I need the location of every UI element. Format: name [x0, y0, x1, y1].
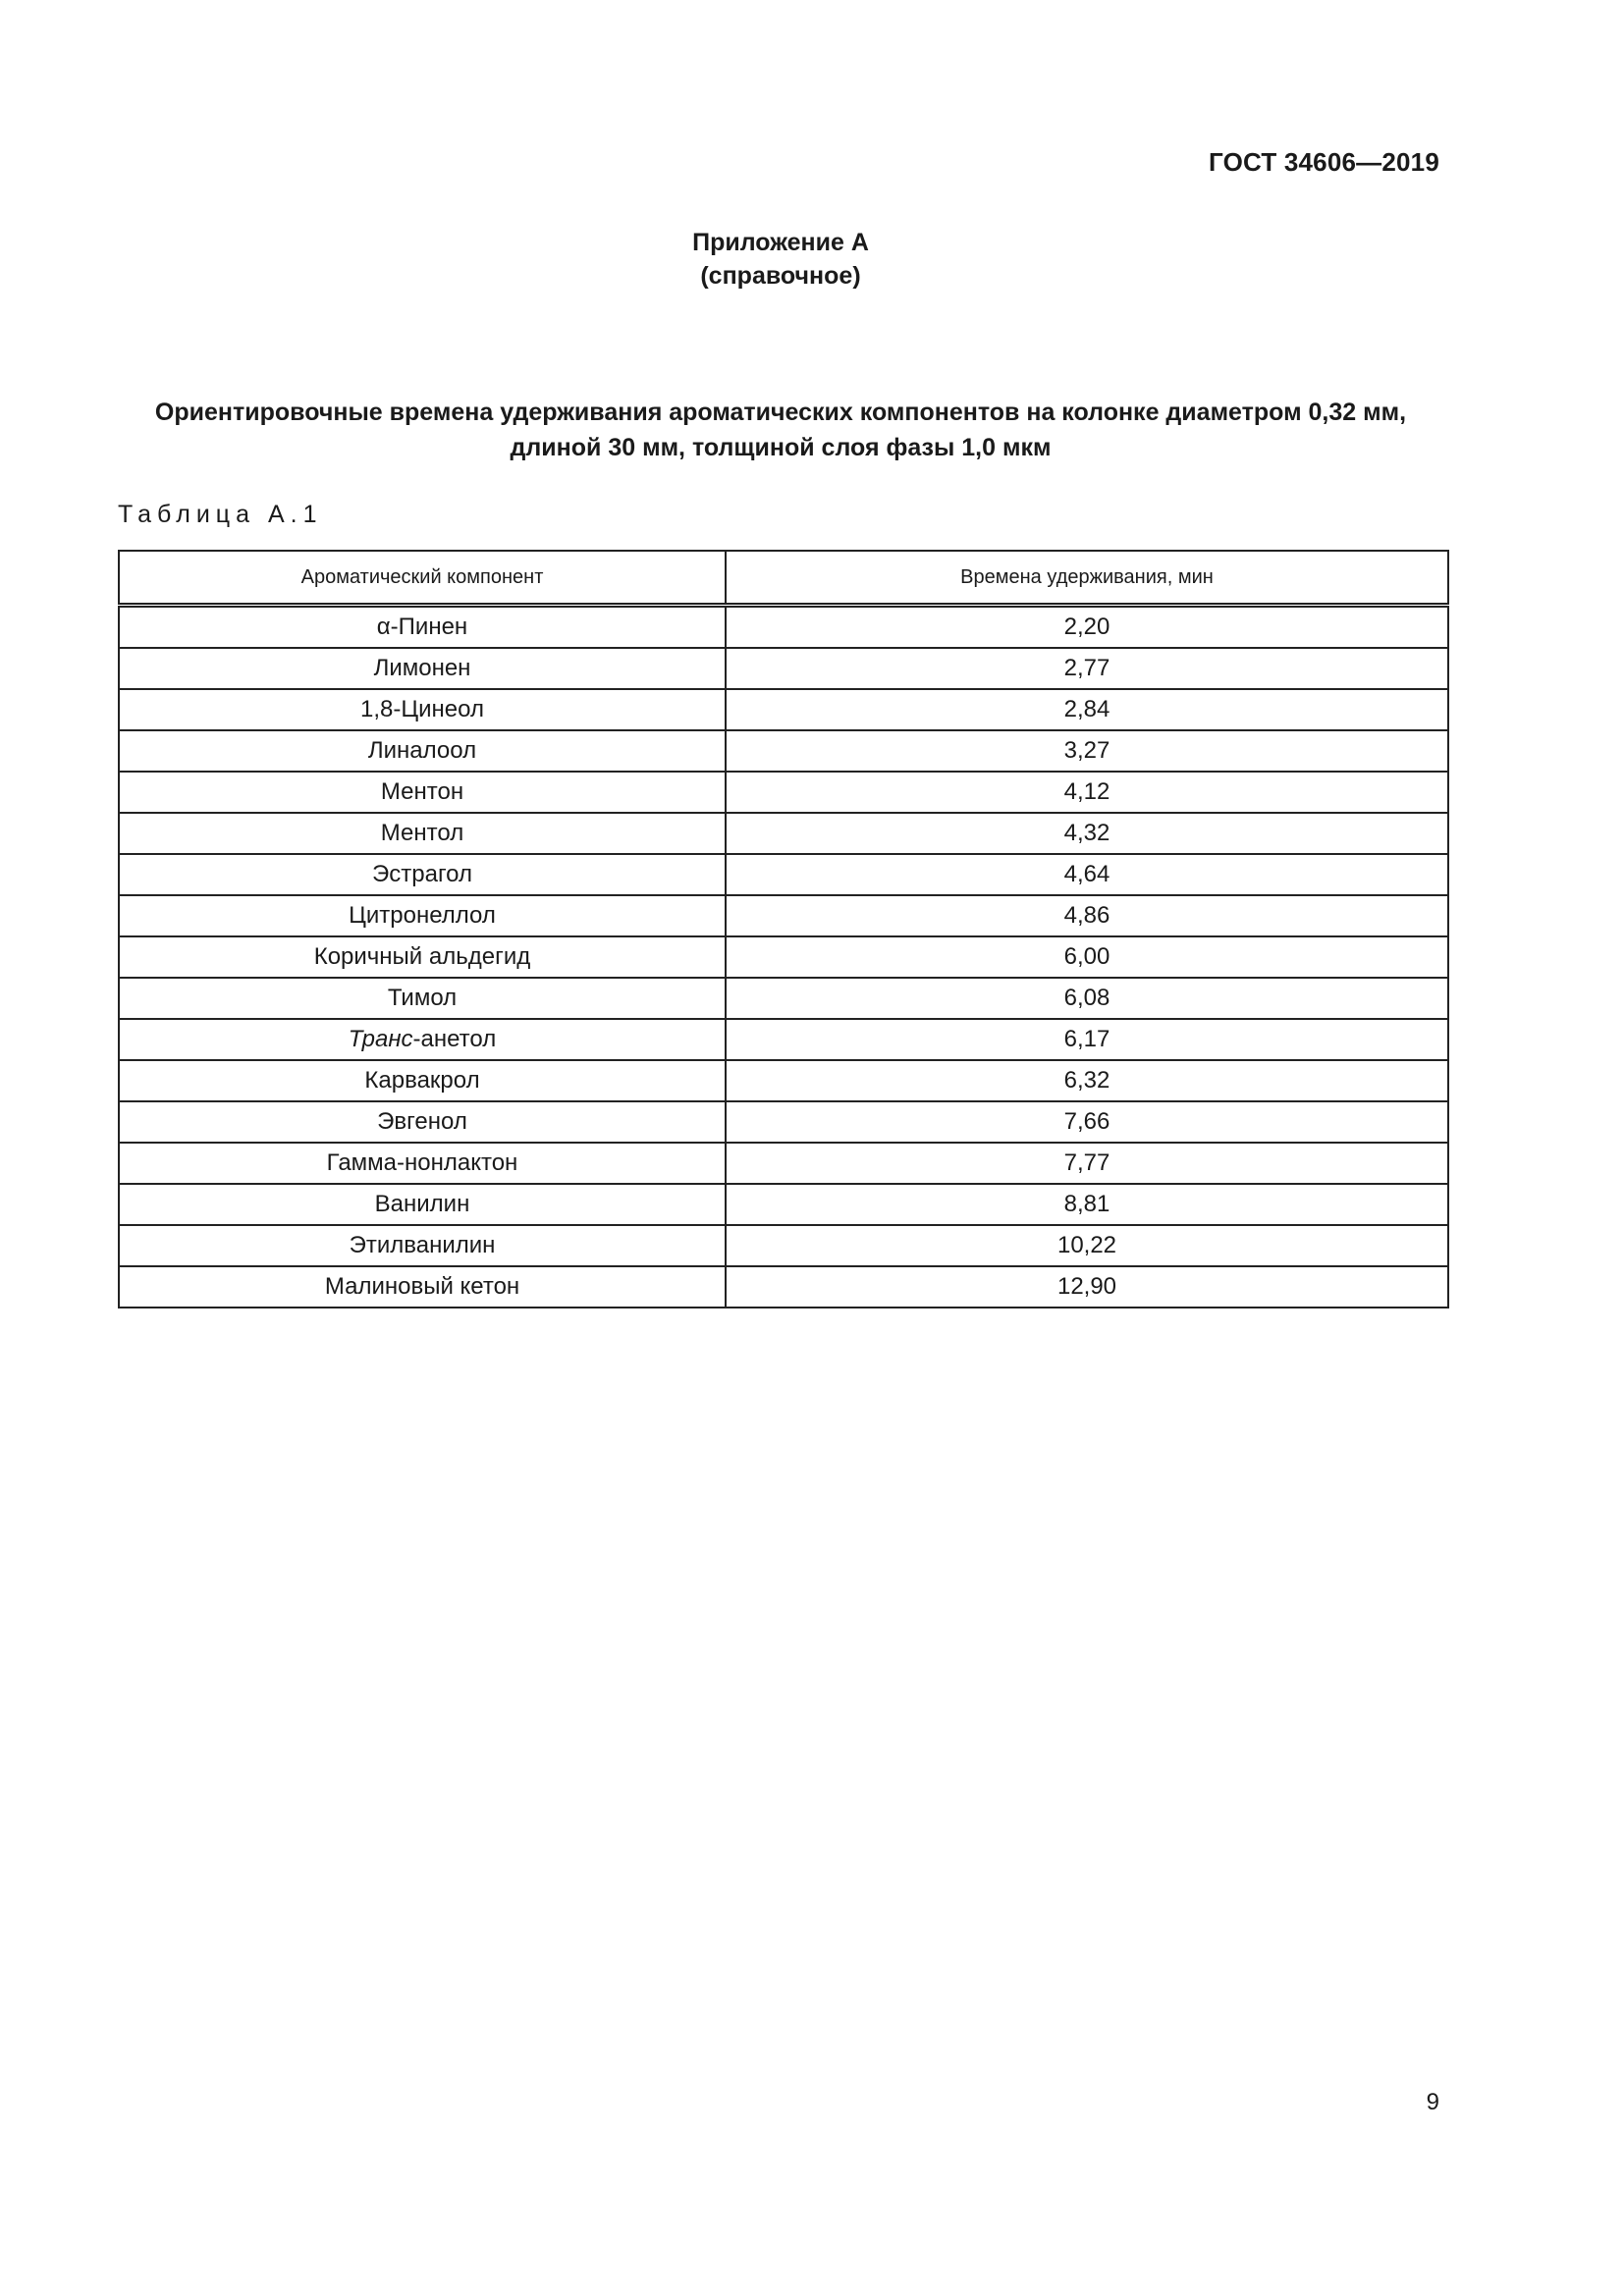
retention-time-cell: 7,66 [726, 1101, 1448, 1143]
column-header-retention-time: Времена удерживания, мин [726, 551, 1448, 606]
component-name-suffix: -анетол [412, 1026, 497, 1052]
retention-time-cell: 7,77 [726, 1143, 1448, 1184]
table-label: Таблица А.1 [118, 501, 323, 528]
document-title [118, 395, 1443, 465]
column-header-component: Ароматический компонент [119, 551, 726, 606]
retention-time-cell: 4,32 [726, 813, 1448, 854]
component-cell [119, 1266, 726, 1308]
table-row [119, 936, 1448, 978]
standard-number: ГОСТ 34606—2019 [1209, 147, 1439, 177]
retention-time-cell: 2,20 [726, 606, 1448, 649]
page-number: 9 [1426, 2089, 1439, 2115]
component-name: Ментон [380, 778, 464, 805]
component-cell [119, 1019, 726, 1060]
table-row [119, 648, 1448, 689]
component-cell [119, 1101, 726, 1143]
retention-time-cell: 8,81 [726, 1184, 1448, 1225]
component-cell [119, 895, 726, 936]
component-cell [119, 648, 726, 689]
component-cell [119, 978, 726, 1019]
component-cell [119, 606, 726, 649]
table-header-row [119, 551, 1448, 606]
retention-time-cell: 12,90 [726, 1266, 1448, 1308]
component-name: α-Пинен [376, 614, 468, 640]
component-name: Ментол [380, 820, 464, 846]
table-row [119, 813, 1448, 854]
appendix-title: Приложение А [692, 229, 869, 256]
component-name-italic-prefix: Транс [348, 1026, 413, 1052]
retention-times-table-container [118, 550, 1447, 1308]
component-name: 1,8-Цинеол [360, 696, 484, 722]
table-body [119, 606, 1448, 1308]
table-row [119, 1143, 1448, 1184]
table-row [119, 689, 1448, 730]
retention-time-cell: 2,77 [726, 648, 1448, 689]
retention-time-cell: 6,32 [726, 1060, 1448, 1101]
component-name: Коричный альдегид [313, 943, 531, 970]
document-title-line-1: Ориентировочные времена удерживания ароматических компонентов на колонке диаметром 0,32 мм, [154, 399, 1407, 426]
retention-time-cell: 3,27 [726, 730, 1448, 772]
retention-time-cell: 2,84 [726, 689, 1448, 730]
retention-times-table [118, 550, 1449, 1308]
table-row [119, 1266, 1448, 1308]
component-cell [119, 1225, 726, 1266]
component-cell [119, 730, 726, 772]
component-cell [119, 1143, 726, 1184]
table-row [119, 1101, 1448, 1143]
table-row [119, 606, 1448, 649]
retention-time-cell: 4,64 [726, 854, 1448, 895]
table-row [119, 1019, 1448, 1060]
retention-time-cell: 10,22 [726, 1225, 1448, 1266]
component-name: Цитронеллол [349, 902, 496, 929]
table-row [119, 1060, 1448, 1101]
table-row [119, 1184, 1448, 1225]
table-row [119, 772, 1448, 813]
document-title-line-2: длиной 30 мм, толщиной слоя фазы 1,0 мкм [510, 434, 1052, 461]
component-cell [119, 689, 726, 730]
component-name: Этилванилин [349, 1232, 496, 1258]
component-cell [119, 813, 726, 854]
component-cell [119, 1184, 726, 1225]
appendix-heading [0, 226, 1561, 293]
retention-time-cell: 6,17 [726, 1019, 1448, 1060]
component-name: Лимонен [373, 655, 471, 681]
component-name: Эстрагол [372, 861, 472, 887]
component-cell [119, 1060, 726, 1101]
component-cell [119, 772, 726, 813]
component-cell [119, 936, 726, 978]
retention-time-cell: 4,12 [726, 772, 1448, 813]
component-name: Эвгенол [377, 1108, 467, 1135]
appendix-type: (справочное) [700, 262, 861, 290]
component-name: Малиновый кетон [324, 1273, 520, 1300]
component-cell [119, 854, 726, 895]
table-row [119, 854, 1448, 895]
retention-time-cell: 6,08 [726, 978, 1448, 1019]
retention-time-cell: 6,00 [726, 936, 1448, 978]
table-row [119, 730, 1448, 772]
component-name: Гамма-нонлактон [326, 1149, 518, 1176]
table-row [119, 1225, 1448, 1266]
component-name: Ванилин [374, 1191, 470, 1217]
retention-time-cell: 4,86 [726, 895, 1448, 936]
component-name: Линалоол [367, 737, 477, 764]
component-name: Тимол [387, 985, 458, 1011]
table-row [119, 978, 1448, 1019]
table-row [119, 895, 1448, 936]
component-name: Карвакрол [364, 1067, 480, 1094]
